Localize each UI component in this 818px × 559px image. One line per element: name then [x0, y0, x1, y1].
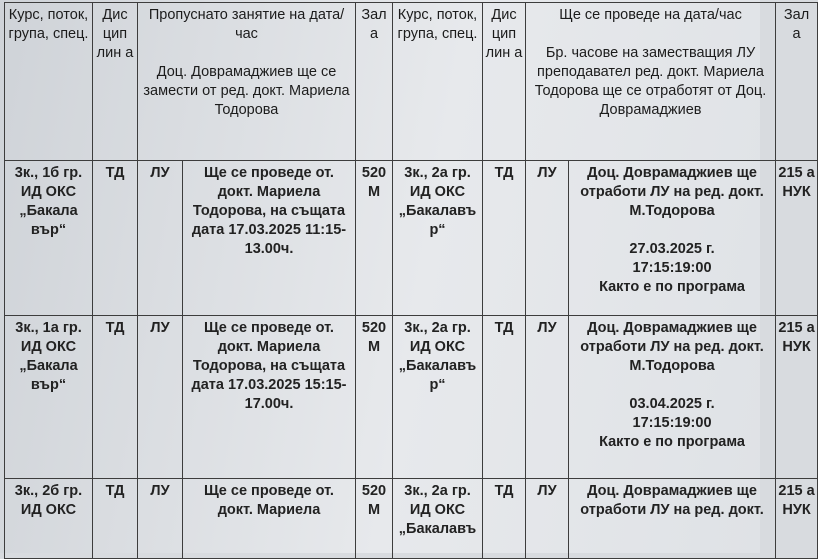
- cell-room: 520 М: [356, 479, 393, 559]
- spacer: [140, 44, 353, 63]
- spacer: [571, 376, 773, 395]
- spacer: [528, 25, 773, 44]
- cell-type2: ЛУ: [526, 161, 569, 316]
- header-missed: [138, 3, 356, 161]
- cell-room: 520 М: [356, 316, 393, 479]
- cell-type: ЛУ: [138, 479, 183, 559]
- cell-room2: 215 а НУК: [776, 316, 818, 479]
- header-row: [5, 3, 818, 161]
- cell-discipline2: ТД: [483, 161, 526, 316]
- schedule-table: [4, 2, 818, 559]
- cell-missed: Ще се проведе от. докт. Мариела: [183, 479, 356, 559]
- header-room: Зал а: [356, 3, 393, 161]
- header-missed-note: Доц. Доврамаджиев ще се замести от ред. докт. Мариела Тодорова: [143, 64, 350, 118]
- header-room2: Зал а: [776, 3, 818, 161]
- cell-course2: 3к., 2а гр. ИД ОКС „Бакалавъ: [393, 479, 483, 559]
- cell-room: 520 М: [356, 161, 393, 316]
- table-row: [5, 316, 818, 479]
- makeup-time: 17:15:19:00: [632, 415, 712, 431]
- header-course: Курс, поток, група, спец.: [5, 3, 93, 161]
- table-row: [5, 161, 818, 316]
- header-makeup: [526, 3, 776, 161]
- cell-course: 3к., 1а гр. ИД ОКС „Бакала вър“: [5, 316, 93, 479]
- cell-makeup: [569, 161, 776, 316]
- cell-missed: Ще се проведе от. докт. Мариела Тодорова, на същата дата 17.03.2025 11:15-13.00ч.: [183, 161, 356, 316]
- cell-course2: 3к., 2а гр. ИД ОКС „Бакалавъ р“: [393, 316, 483, 479]
- cell-discipline2: ТД: [483, 479, 526, 559]
- makeup-note: Както е по програма: [599, 279, 745, 295]
- header-makeup-title: Ще се проведе на дата/час: [559, 7, 742, 23]
- cell-type: ЛУ: [138, 316, 183, 479]
- spacer: [571, 221, 773, 240]
- makeup-note: Както е по програма: [599, 434, 745, 450]
- cell-discipline: ТД: [93, 316, 138, 479]
- header-makeup-note: Бр. часове на заместващия ЛУ преподавател ред. докт. Мариела Тодорова ще се отработят от Доц. Доврамаджиев: [534, 45, 767, 118]
- cell-type2: ЛУ: [526, 316, 569, 479]
- makeup-text: Доц. Доврамаджиев ще отработи ЛУ на ред. докт. М.Тодорова: [580, 165, 764, 219]
- cell-room2: 215 а НУК: [776, 161, 818, 316]
- cell-course: 3к., 2б гр. ИД ОКС: [5, 479, 93, 559]
- header-discipline: Дис цип лин а: [93, 3, 138, 161]
- cell-missed: Ще се проведе от. докт. Мариела Тодорова, на същата дата 17.03.2025 15:15-17.00ч.: [183, 316, 356, 479]
- table-row: [5, 479, 818, 559]
- cell-makeup: Доц. Доврамаджиев ще отработи ЛУ на ред. докт.: [569, 479, 776, 559]
- cell-discipline: ТД: [93, 479, 138, 559]
- cell-course: 3к., 1б гр. ИД ОКС „Бакала вър“: [5, 161, 93, 316]
- header-course2: Курс, поток, група, спец.: [393, 3, 483, 161]
- cell-makeup: [569, 316, 776, 479]
- cell-discipline: ТД: [93, 161, 138, 316]
- header-discipline2: Дис цип лин а: [483, 3, 526, 161]
- makeup-date: 27.03.2025 г.: [629, 241, 715, 257]
- cell-type: ЛУ: [138, 161, 183, 316]
- cell-discipline2: ТД: [483, 316, 526, 479]
- header-missed-title: Пропуснато занятие на дата/час: [148, 7, 345, 42]
- cell-type2: ЛУ: [526, 479, 569, 559]
- cell-course2: 3к., 2а гр. ИД ОКС „Бакалавъ р“: [393, 161, 483, 316]
- makeup-text: Доц. Доврамаджиев ще отработи ЛУ на ред. докт. М.Тодорова: [580, 320, 764, 374]
- makeup-time: 17:15:19:00: [632, 260, 712, 276]
- cell-room2: 215 а НУК: [776, 479, 818, 559]
- makeup-date: 03.04.2025 г.: [629, 396, 715, 412]
